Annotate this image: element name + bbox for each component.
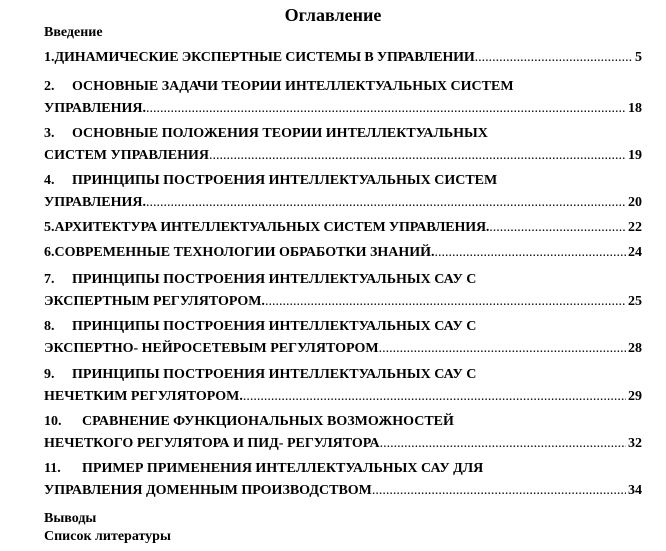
toc-entry-4[interactable] <box>44 170 642 214</box>
toc-item-intro[interactable]: Введение <box>44 25 103 40</box>
toc-entry-page: 24 <box>628 245 642 260</box>
toc-entry-number: 7. <box>44 272 55 287</box>
dot-leader <box>146 98 626 120</box>
dot-leader <box>380 433 626 455</box>
toc-entry-number: 5. <box>44 220 55 235</box>
toc-entry-title: СОВРЕМЕННЫЕ ТЕХНОЛОГИИ ОБРАБОТКИ ЗНАНИЙ. <box>54 245 435 260</box>
toc-entry-number: 6. <box>44 245 55 260</box>
dot-leader <box>146 192 626 214</box>
toc-entry-page: 32 <box>628 436 642 451</box>
toc-entry-page: 29 <box>628 389 642 404</box>
toc-entry-title-cont: НЕЧЕТКИМ РЕГУЛЯТОРОМ. <box>44 389 243 404</box>
toc-entry-title-cont: УПРАВЛЕНИЯ. <box>44 101 146 116</box>
toc-entry-number: 1. <box>44 50 55 65</box>
dot-leader <box>209 145 626 167</box>
toc-entry-title: ПРИНЦИПЫ ПОСТРОЕНИЯ ИНТЕЛЛЕКТУАЛЬНЫХ САУ С <box>72 272 477 287</box>
toc-entry-10[interactable] <box>44 411 642 455</box>
toc-entry-8[interactable] <box>44 316 642 360</box>
dot-leader <box>243 386 626 408</box>
toc-entry-page: 28 <box>628 341 642 356</box>
toc-entry-page: 19 <box>628 148 642 163</box>
toc-entry-7[interactable] <box>44 269 642 313</box>
toc-entry-number: 11. <box>44 461 61 476</box>
toc-entry-1[interactable] <box>44 47 642 69</box>
toc-entry-11[interactable] <box>44 458 642 502</box>
toc-item-references[interactable]: Список литературы <box>44 529 171 544</box>
dot-leader <box>489 217 626 239</box>
toc-entry-title: ОСНОВНЫЕ ЗАДАЧИ ТЕОРИИ ИНТЕЛЛЕКТУАЛЬНЫХ СИСТЕМ <box>72 79 514 94</box>
toc-entry-page: 18 <box>628 101 642 116</box>
dot-leader <box>435 242 626 264</box>
toc-entry-title: АРХИТЕКТУРА ИНТЕЛЛЕКТУАЛЬНЫХ СИСТЕМ УПРАВЛЕНИЯ. <box>54 220 490 235</box>
toc-entry-9[interactable] <box>44 364 642 408</box>
toc-entry-page: 22 <box>628 220 642 235</box>
toc-entry-title-cont: ЭКСПЕРТНО- НЕЙРОСЕТЕВЫМ РЕГУЛЯТОРОМ <box>44 341 379 356</box>
toc-entry-number: 8. <box>44 319 55 334</box>
toc-entry-page: 34 <box>628 483 642 498</box>
toc-item-conclusions[interactable]: Выводы <box>44 511 97 526</box>
dot-leader <box>475 47 633 69</box>
toc-entry-3[interactable] <box>44 123 642 167</box>
toc-entry-title-cont: УПРАВЛЕНИЯ. <box>44 195 146 210</box>
toc-entry-title: ПРИНЦИПЫ ПОСТРОЕНИЯ ИНТЕЛЛЕКТУАЛЬНЫХ САУ С <box>72 367 477 382</box>
toc-entry-page: 5 <box>635 50 642 65</box>
toc-entry-5[interactable] <box>44 217 642 239</box>
toc-entry-page: 20 <box>628 195 642 210</box>
toc-entry-number: 9. <box>44 367 55 382</box>
toc-entry-title: ДИНАМИЧЕСКИЕ ЭКСПЕРТНЫЕ СИСТЕМЫ В УПРАВЛЕНИИ <box>54 50 475 65</box>
dot-leader <box>265 291 626 313</box>
dot-leader <box>379 338 626 360</box>
toc-entry-number: 3. <box>44 126 55 141</box>
toc-entry-title: ПРИМЕР ПРИМЕНЕНИЯ ИНТЕЛЛЕКТУАЛЬНЫХ САУ ДЛЯ <box>82 461 484 476</box>
toc-entry-title: ПРИНЦИПЫ ПОСТРОЕНИЯ ИНТЕЛЛЕКТУАЛЬНЫХ САУ С <box>72 319 477 334</box>
toc-entry-title-cont: УПРАВЛЕНИЯ ДОМЕННЫМ ПРОИЗВОДСТВОМ <box>44 483 372 498</box>
toc-title: Оглавление <box>284 5 382 25</box>
toc-entry-number: 2. <box>44 79 55 94</box>
toc-entry-2[interactable] <box>44 76 642 120</box>
toc-entry-title-cont: НЕЧЕТКОГО РЕГУЛЯТОРА И ПИД- РЕГУЛЯТОРА <box>44 436 380 451</box>
toc-entry-title-cont: ЭКСПЕРТНЫМ РЕГУЛЯТОРОМ. <box>44 294 265 309</box>
dot-leader <box>372 480 626 502</box>
toc-entry-6[interactable] <box>44 242 642 264</box>
toc-entry-page: 25 <box>628 294 642 309</box>
toc-entry-title: СРАВНЕНИЕ ФУНКЦИОНАЛЬНЫХ ВОЗМОЖНОСТЕЙ <box>82 414 454 429</box>
toc-entry-title-cont: СИСТЕМ УПРАВЛЕНИЯ <box>44 148 209 163</box>
toc-entry-number: 10. <box>44 414 62 429</box>
toc-entry-number: 4. <box>44 173 55 188</box>
toc-entry-title: ОСНОВНЫЕ ПОЛОЖЕНИЯ ТЕОРИИ ИНТЕЛЛЕКТУАЛЬНЫХ <box>72 126 488 141</box>
toc-entry-title: ПРИНЦИПЫ ПОСТРОЕНИЯ ИНТЕЛЛЕКТУАЛЬНЫХ СИСТЕМ <box>72 173 498 188</box>
